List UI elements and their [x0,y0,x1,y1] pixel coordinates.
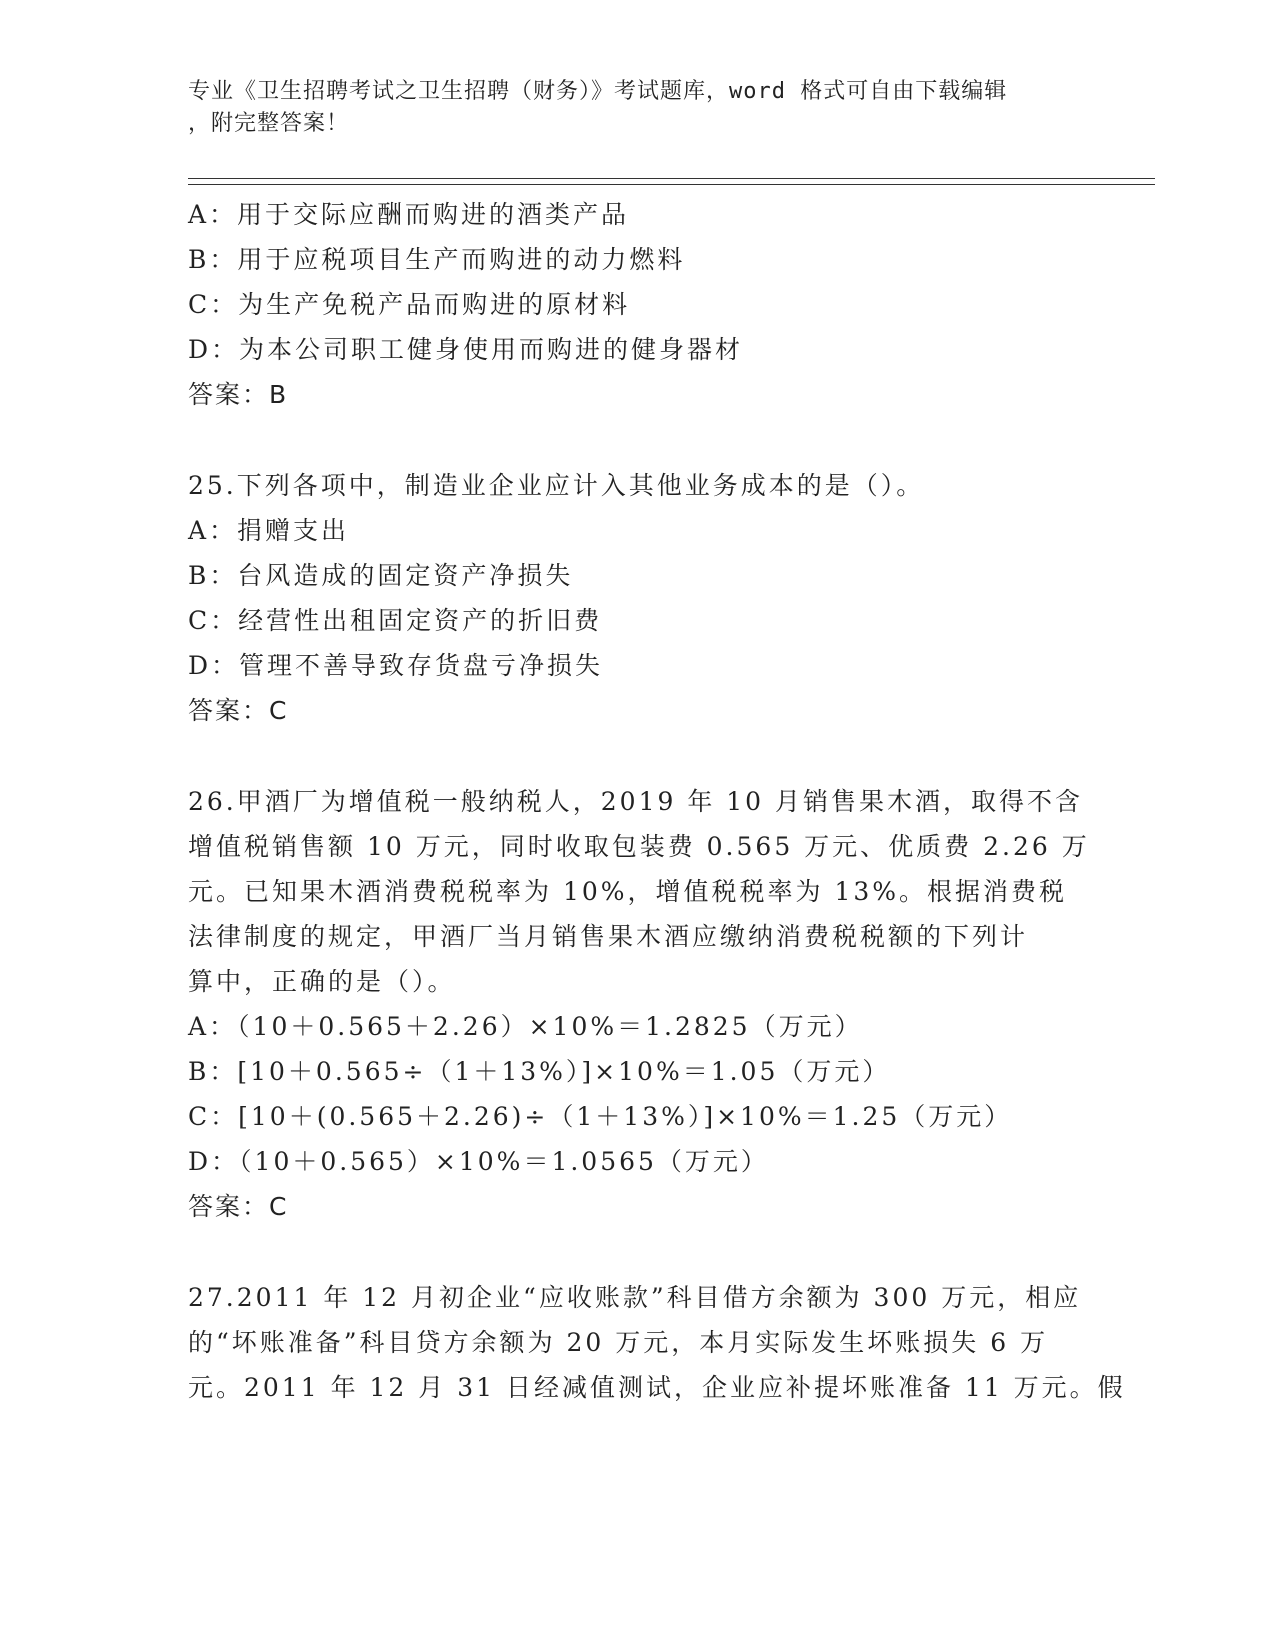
question-27 [188,1275,1126,1410]
header-rule-bottom [188,184,1155,185]
option-a: A：捐赠支出 [188,516,350,545]
option-d: D：（10＋0.565）×10%＝1.0565（万元） [188,1147,769,1176]
question-26 [188,779,1088,1229]
option-b: B：[10＋0.565÷（1＋13%）]×10%＝1.05（万元） [188,1057,891,1086]
document-header [188,76,1068,140]
option-d: D：管理不善导致存货盘亏净损失 [188,651,604,680]
question-stem-line: 元。2011 年 12 月 31 日经减值测试，企业应补提坏账准备 11 万元。假 [188,1373,1126,1402]
question-stem-line: 27.2011 年 12 月初企业“应收账款”科目借方余额为 300 万元，相应 [188,1283,1082,1312]
question-25 [188,463,1088,733]
header-line-1: 专业《卫生招聘考试之卫生招聘（财务）》考试题库，word 格式可自由下载编辑 [188,79,1008,104]
option-c: C：[10＋(0.565＋2.26)÷（1＋13%）]×10%＝1.25（万元） [188,1102,1013,1131]
option-a: A：（10＋0.565＋2.26）×10%＝1.2825（万元） [188,1012,863,1041]
question-stem-line: 算中，正确的是（）。 [188,967,456,996]
spacer [188,1229,1088,1275]
question-stem-line: 元。已知果木酒消费税税率为 10%，增值税税率为 13%。根据消费税 [188,877,1068,906]
question-stem-line: 的“坏账准备”科目贷方余额为 20 万元，本月实际发生坏账损失 6 万 [188,1328,1049,1357]
question-stem-line: 增值税销售额 10 万元，同时收取包装费 0.565 万元、优质费 2.26 万 [188,832,1090,861]
option-d: D：为本公司职工健身使用而购进的健身器材 [188,335,744,364]
spacer [188,733,1088,779]
question-content [188,192,1126,1410]
question-stem: 25.下列各项中，制造业企业应计入其他业务成本的是（）。 [188,471,925,500]
option-a: A：用于交际应酬而购进的酒类产品 [188,200,630,229]
spacer [188,417,1088,463]
answer-line: 答案：C [188,696,289,725]
option-b: B：用于应税项目生产而购进的动力燃料 [188,245,686,274]
question-stem-line: 法律制度的规定，甲酒厂当月销售果木酒应缴纳消费税税额的下列计 [188,922,1029,951]
option-b: B：台风造成的固定资产净损失 [188,561,574,590]
answer-line: 答案：B [188,380,289,409]
question-stem-line: 26.甲酒厂为增值税一般纳税人，2019 年 10 月销售果木酒，取得不含 [188,787,1084,816]
answer-line: 答案：C [188,1192,289,1221]
option-c: C：为生产免税产品而购进的原材料 [188,290,631,319]
option-c: C：经营性出租固定资产的折旧费 [188,606,603,635]
question-24 [188,192,1088,417]
header-line-2: ，附完整答案！ [188,111,350,136]
header-rule-top [188,178,1155,179]
